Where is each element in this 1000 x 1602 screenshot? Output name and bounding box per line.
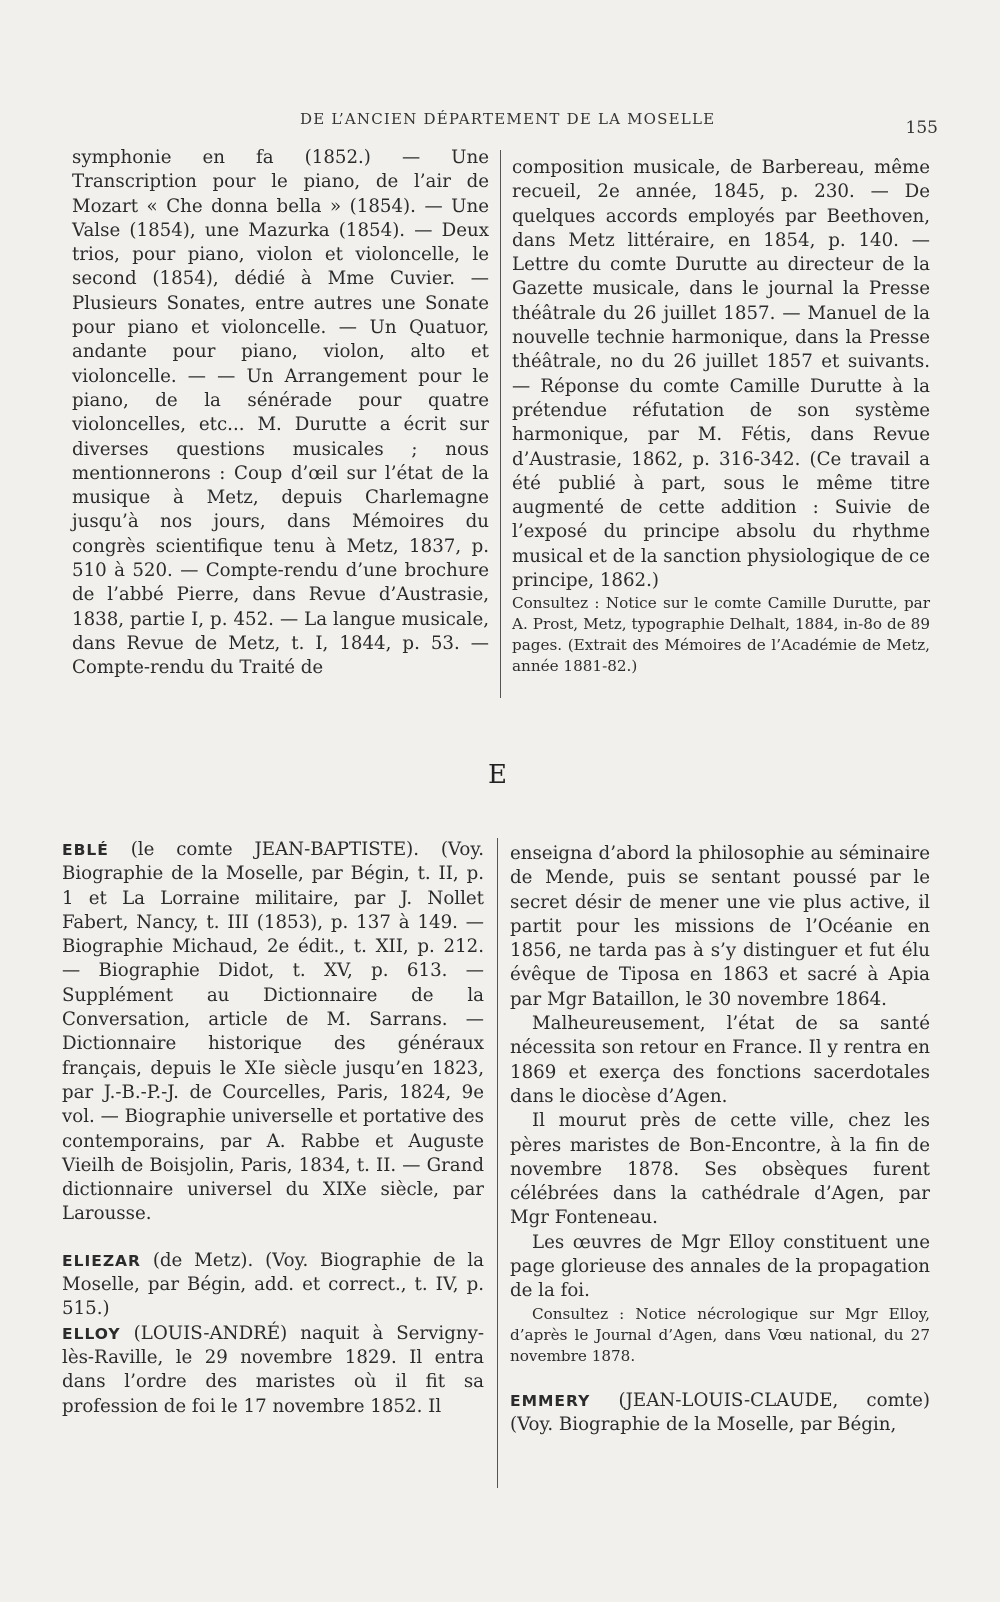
entry-emmery xyxy=(510,1389,930,1438)
headword-elloy: ELLOY xyxy=(62,1324,121,1343)
column-divider-bottom xyxy=(497,838,498,1488)
page-number: 155 xyxy=(905,118,938,138)
paragraph-durutte-works: symphonie en fa (1852.) — Une Transcription pour le piano, de l’air de Mozart « Che donna bella » (1854). — Une Valse (1854), une Mazurka (1854). — Deux trios, pour piano, violon et violoncelle, le second (1854), dédié à Mme Cuvier. — Plusieurs Sonates, entre autres une Sonate pour piano et violoncelle. — Un Quatuor, andante pour piano, violon, alto et violoncelle. — — Un Arrangement pour le piano, de la sénérade pour quatre violoncelles, etc... M. Durutte a écrit sur diverses questions musicales ; nous mentionnerons : Coup d’œil sur l’état de la musique à Metz, depuis Charlemagne jusqu’à nos jours, dans Mémoires du congrès scientifique tenu à Metz, 1837, p. 510 à 520. — Compte-rendu d’une brochure de l’abbé Pierre, dans Revue d’Austrasie, 1838, partie I, p. 452. — La langue musicale, dans Revue de Metz, t. I, 1844, p. 53. — Compte-rendu du Traité de xyxy=(72,147,489,679)
entry-elloy xyxy=(62,1322,484,1419)
entry-text-emmery: (JEAN-LOUIS-CLAUDE, comte) (Voy. Biographie de la Moselle, par Bégin, xyxy=(510,1389,930,1435)
entry-text-elloy: (LOUIS-ANDRÉ) naquit à Servigny-lès-Raville, le 29 novembre 1829. Il entra dans l’ordre des maristes où il fit sa profession de foi le 17 novembre 1852. Il xyxy=(62,1322,484,1417)
column-top-left xyxy=(72,146,489,681)
column-bottom-right xyxy=(510,842,930,1437)
entry-text-eliezar: (de Metz). (Voy. Biographie de la Moselle, par Bégin, add. et correct., t. IV, p. 515.) xyxy=(62,1249,484,1320)
column-bottom-left xyxy=(62,838,484,1419)
column-top-right xyxy=(512,156,930,677)
headword-eble: EBLÉ xyxy=(62,841,109,859)
entry-eliezar xyxy=(62,1249,484,1322)
paragraph-elloy-1: enseigna d’abord la philosophie au séminaire de Mende, puis se sentant poussé par le secret désir de mener une vie plus active, il partit pour les missions de l’Océanie en 1856, ne tarda pas à s’y distinguer et fut élu évêque de Tiposa en 1863 et sacré à Apia par Mgr Bataillon, le 30 novembre 1864. xyxy=(510,843,930,1010)
headword-emmery: EMMERY xyxy=(510,1391,591,1410)
consultez-note-durutte: Consultez : Notice sur le comte Camille Durutte, par A. Prost, Metz, typographie Delhalt, 1884, in-8o de 89 pages. (Extrait des Mémoires de l’Académie de Metz, année 1881-82.) xyxy=(512,594,930,676)
column-divider-top xyxy=(500,150,501,698)
paragraph-durutte-works-continued: composition musicale, de Barbereau, même recueil, 2e année, 1845, p. 230. — De quelques accords employés par Beethoven, dans Metz littéraire, en 1854, p. 140. — Lettre du comte Durutte au directeur de la Gazette musicale, dans le journal la Presse théâtrale du 26 juillet 1857. — Manuel de la nouvelle technie harmonique, dans la Presse théâtrale, no du 26 juillet 1857 et suivants. — Réponse du comte Camille Durutte à la prétendue réfutation de son système harmonique, par M. Fétis, dans Revue d’Austrasie, 1862, p. 316-342. (Ce travail a été publié à part, sous le même titre augmenté de cette addition : Suivie de l’exposé du principe absolu du rhythme musical et de la sanction physiologique de ce principe, 1862.) xyxy=(512,157,930,592)
entry-text-eble: (le comte JEAN-BAPTISTE). (Voy. Biographie de la Moselle, par Bégin, t. II, p. 1 et La Lorraine militaire, par J. Nollet Fabert, Nancy, t. III (1853), p. 137 à 149. — Biographie Michaud, 2e édit., t. XII, p. 212. — Biographie Didot, t. XV, p. 613. — Supplément au Dictionnaire de la Conversation, article de M. Sarrans. — Dictionnaire historique des généraux français, depuis le XIe siècle jusqu’en 1823, par J.-B.-P.-J. de Courcelles, Paris, 1824, 9e vol. — Biographie universelle et portative des contemporains, par A. Rabbe et Auguste Vieilh de Boisjolin, Paris, 1834, t. II. — Grand dictionnaire universel du XIXe siècle, par Larousse. xyxy=(62,839,484,1225)
running-title: DE L’ANCIEN DÉPARTEMENT DE LA MOSELLE xyxy=(300,110,716,128)
headword-eliezar: ELIEZAR xyxy=(62,1251,141,1270)
section-letter: E xyxy=(488,760,507,790)
page-header xyxy=(0,106,1000,136)
entry-eble xyxy=(62,838,484,1227)
paragraph-elloy-3: Il mourut près de cette ville, chez les pères maristes de Bon-Encontre, à la fin de novembre 1878. Ses obsèques furent célébrées dans la cathédrale d’Agen, par Mgr Fonteneau. xyxy=(510,1110,930,1229)
paragraph-elloy-2: Malheureusement, l’état de sa santé nécessita son retour en France. Il y rentra en 1869 et exerça des fonctions sacerdotales dans le diocèse d’Agen. xyxy=(510,1013,930,1107)
consultez-note-elloy: Consultez : Notice nécrologique sur Mgr Elloy, d’après le Journal d’Agen, dans Vœu national, du 27 novembre 1878. xyxy=(510,1304,930,1365)
paragraph-elloy-4: Les œuvres de Mgr Elloy constituent une page glorieuse des annales de la propagation de la foi. xyxy=(510,1231,930,1302)
spacer xyxy=(62,1227,484,1249)
